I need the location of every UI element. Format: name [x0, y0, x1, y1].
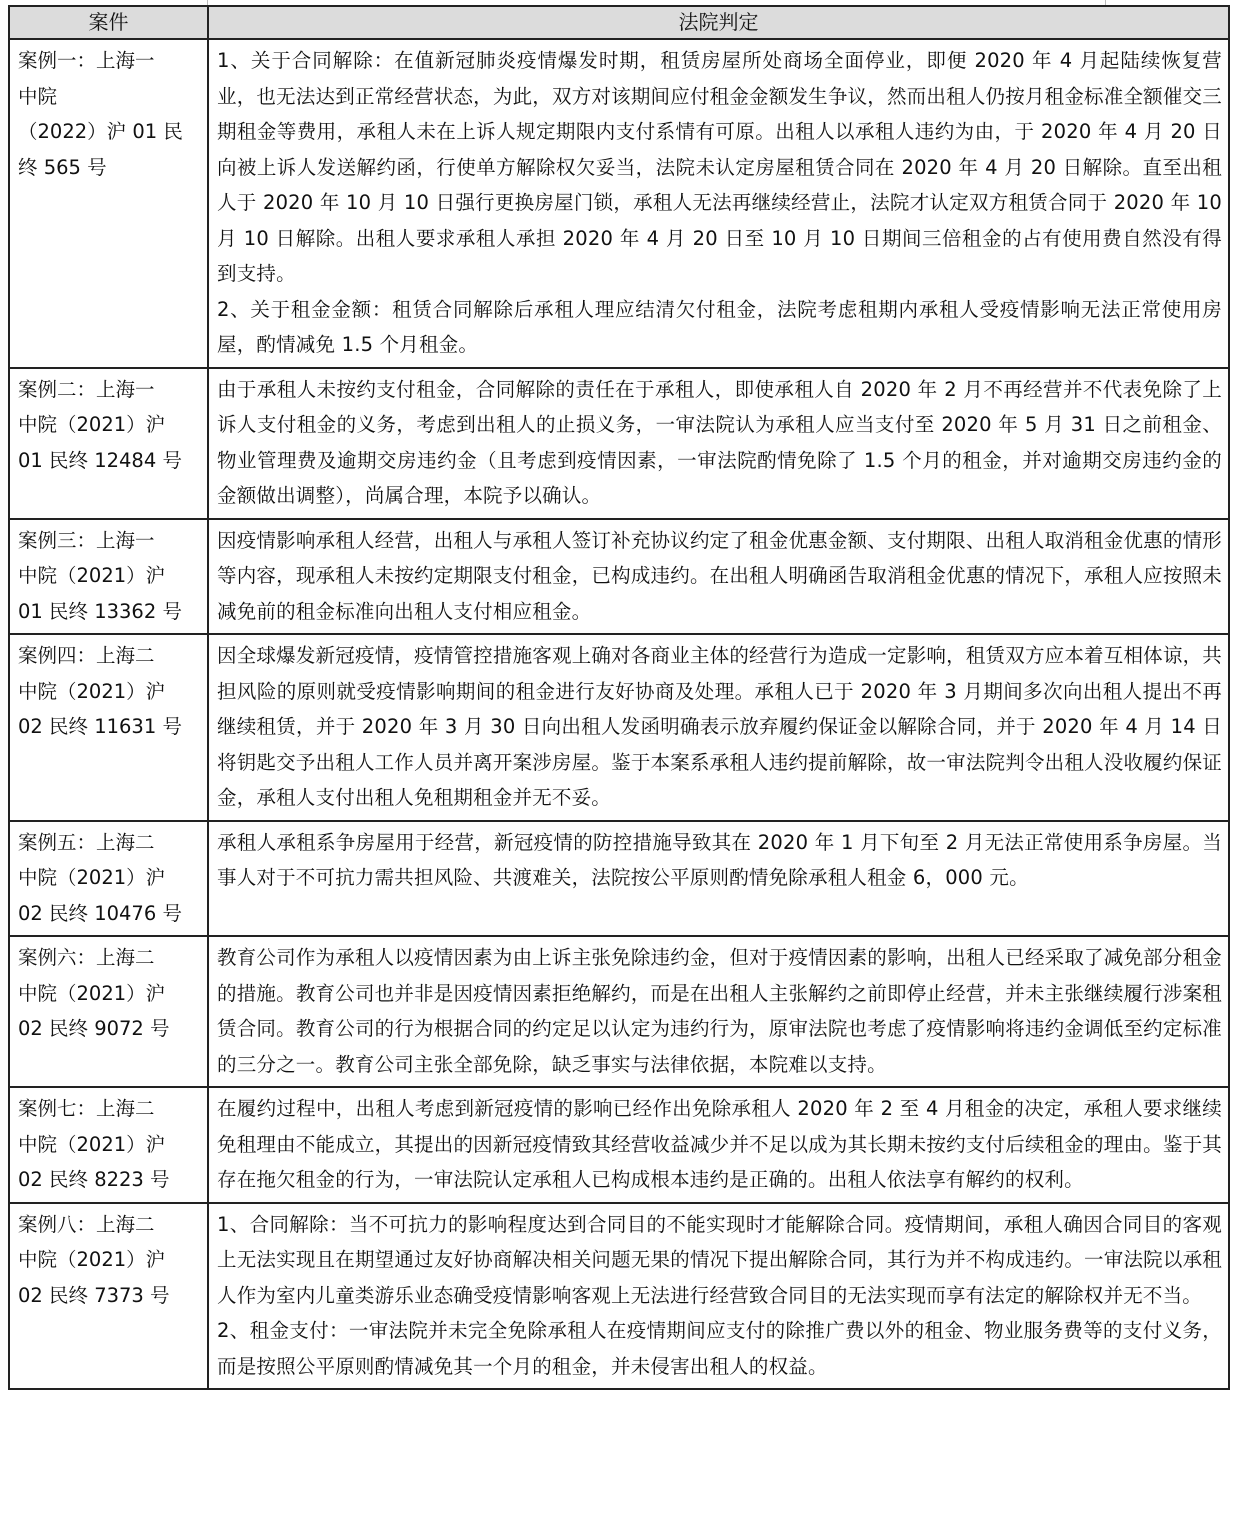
case-name-cell: 案例三：上海一 中院（2021）沪 01 民终 13362 号	[9, 519, 208, 635]
table-row	[9, 821, 1229, 937]
ruling-cell	[208, 368, 1229, 519]
case-name-cell: 案例二：上海一 中院（2021）沪 01 民终 12484 号	[9, 368, 208, 519]
ruling-paragraph: 2、关于租金金额：租赁合同解除后承租人理应结清欠付租金，法院考虑租期内承租人受疫情影响无法正常使用房屋，酌情减免 1.5 个月租金。	[217, 297, 1222, 356]
ruling-cell	[208, 936, 1229, 1087]
ruling-cell	[208, 634, 1229, 821]
case-name-cell: 案例七：上海二 中院（2021）沪 02 民终 8223 号	[9, 1087, 208, 1203]
ruling-paragraph: 教育公司作为承租人以疫情因素为由上诉主张免除违约金，但对于疫情因素的影响，出租人已经采取了减免部分租金的措施。教育公司也并非是因疫情因素拒绝解约，而是在出租人主张解约之前即停止经营，并未主张继续履行涉案租赁合同。教育公司的行为根据合同的约定足以认定为违约行为，原审法院也考虑了疫情影响将违约金调低至约定标准的三分之一。教育公司主张全部免除，缺乏事实与法律依据，本院难以支持。	[217, 946, 1222, 1076]
case-name-cell: 案例五：上海二 中院（2021）沪 02 民终 10476 号	[9, 821, 208, 937]
ruling-paragraph: 承租人承租系争房屋用于经营，新冠疫情的防控措施导致其在 2020 年 1 月下旬至 2 月无法正常使用系争房屋。当事人对于不可抗力需共担风险、共渡难关，法院按公平原则酌情免除承租人租金 6，000 元。	[217, 830, 1222, 889]
ruling-paragraph: 因疫情影响承租人经营，出租人与承租人签订补充协议约定了租金优惠金额、支付期限、出租人取消租金优惠的情形等内容，现承租人未按约定期限支付租金，已构成违约。在出租人明确函告取消租金优惠的情况下，承租人应按照未减免前的租金标准向出租人支付相应租金。	[217, 528, 1222, 623]
ruling-paragraph: 由于承租人未按约支付租金，合同解除的责任在于承租人，即使承租人自 2020 年 2 月不再经营并不代表免除了上诉人支付租金的义务，考虑到出租人的止损义务，一审法院认为承租人应当支付至 2020 年 5 月 31 日之前租金、物业管理费及逾期交房违约金（且考虑到疫情因素，一审法院酌情免除了 1.5 个月的租金，并对逾期交房违约金的金额做出调整），尚属合理，本院予以确认。	[217, 377, 1222, 507]
ruling-cell	[208, 1203, 1229, 1390]
ruling-cell	[208, 1087, 1229, 1203]
case-name-cell: 案例四：上海二 中院（2021）沪 02 民终 11631 号	[9, 634, 208, 821]
case-name-cell: 案例八：上海二 中院（2021）沪 02 民终 7373 号	[9, 1203, 208, 1390]
ruling-paragraph: 1、合同解除：当不可抗力的影响程度达到合同目的不能实现时才能解除合同。疫情期间，承租人确因合同目的客观上无法实现且在期望通过友好协商解决相关问题无果的情况下提出解除合同，其行为并不构成违约。一审法院以承租人作为室内儿童类游乐业态确受疫情影响客观上无法进行经营致合同目的无法实现而享有法定的解除权并无不当。	[217, 1212, 1222, 1307]
table-row	[9, 1203, 1229, 1390]
case-name-cell: 案例一：上海一 中院 （2022）沪 01 民 终 565 号	[9, 39, 208, 368]
court-rulings-table	[8, 5, 1230, 1390]
table-header-row	[9, 6, 1229, 39]
ruling-cell	[208, 519, 1229, 635]
case-name-cell: 案例六：上海二 中院（2021）沪 02 民终 9072 号	[9, 936, 208, 1087]
ruling-cell	[208, 39, 1229, 368]
table-row	[9, 936, 1229, 1087]
header-case: 案件	[9, 6, 208, 39]
ruling-paragraph: 在履约过程中，出租人考虑到新冠疫情的影响已经作出免除承租人 2020 年 2 至 4 月租金的决定，承租人要求继续免租理由不能成立，其提出的因新冠疫情致其经营收益减少并不足以成为其长期未按约支付后续租金的理由。鉴于其存在拖欠租金的行为，一审法院认定承租人已构成根本违约是正确的。出租人依法享有解约的权利。	[217, 1097, 1222, 1191]
ruling-paragraph: 2、租金支付：一审法院并未完全免除承租人在疫情期间应支付的除推广费以外的租金、物业服务费等的支付义务，而是按照公平原则酌情减免其一个月的租金，并未侵害出租人的权益。	[217, 1319, 1222, 1378]
header-ruling: 法院判定	[208, 6, 1229, 39]
table-row	[9, 368, 1229, 519]
ruling-paragraph: 因全球爆发新冠疫情，疫情管控措施客观上确对各商业主体的经营行为造成一定影响，租赁双方应本着互相体谅，共担风险的原则就受疫情影响期间的租金进行友好协商及处理。承租人已于 2020 年 3 月期间多次向出租人提出不再继续租赁，并于 2020 年 3 月 30 日向出租人发函明确表示放弃履约保证金以解除合同，并于 2020 年 4 月 14 日将钥匙交予出租人工作人员并离开案涉房屋。鉴于本案系承租人违约提前解除，故一审法院判令出租人没收履约保证金，承租人支付出租人免租期租金并无不妥。	[217, 644, 1222, 809]
table-row	[9, 519, 1229, 635]
ruling-paragraph: 1、关于合同解除：在值新冠肺炎疫情爆发时期，租赁房屋所处商场全面停业，即便 2020 年 4 月起陆续恢复营业，也无法达到正常经营状态，为此，双方对该期间应付租金金额发生争议，然而出租人仍按月租金标准全额催交三期租金等费用，承租人未在上诉人规定期限内支付系情有可原。出租人以承租人违约为由，于 2020 年 4 月 20 日向被上诉人发送解约函，行使单方解除权欠妥当，法院未认定房屋租赁合同在 2020 年 4 月 20 日解除。直至出租人于 2020 年 10 月 10 日强行更换房屋门锁，承租人无法再继续经营止，法院才认定双方租赁合同于 2020 年 10 月 10 日解除。出租人要求承租人承担 2020 年 4 月 20 日至 10 月 10 日期间三倍租金的占有使用费自然没有得到支持。	[217, 49, 1222, 285]
table-row	[9, 1087, 1229, 1203]
table-row	[9, 39, 1229, 368]
table-row	[9, 634, 1229, 821]
ruling-cell	[208, 821, 1229, 937]
